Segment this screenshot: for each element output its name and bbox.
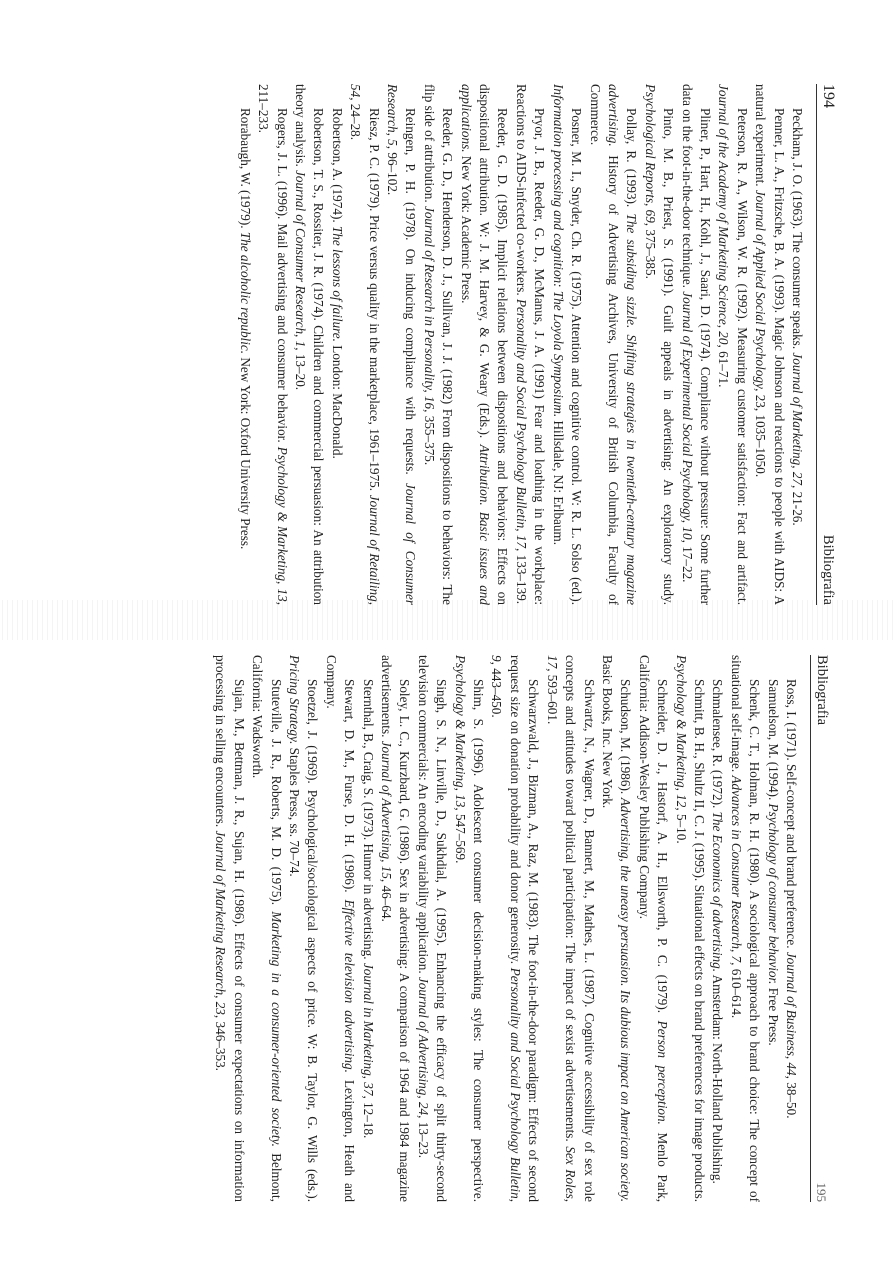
reference-source-italic: Psychology & Marketing, 12, [673,655,689,811]
header-rule [816,84,817,605]
reference-tail: 46–64. [379,882,395,922]
reference-entry [377,655,414,1202]
reference-text: Reingen, P. H. (1978). On inducing compliance with requests. [403,108,419,483]
reference-entry [383,84,420,605]
right-page [0,631,893,1262]
reference-tail: 610–614. [728,965,744,1019]
reference-entry [708,655,726,1202]
reference-source-italic: Advances in Consumer Research, 7, [728,775,744,966]
reference-tail: Menlo Park, California: Addison-Wesley Publishing Company. [636,655,671,1202]
reference-tail: New York: Oxford University Press. [237,354,253,550]
reference-source-italic: Journal of Applied Social Psychology, [753,189,769,392]
reference-source-italic: Psychology of consumer behavior. [765,803,781,985]
reference-text: Schneider, D. J., Hastorf, A. H., Ellsworth, P. C. (1979). [655,679,671,1021]
reference-tail: 375–385. [642,226,658,279]
reference-source-italic: Journal of Consumer Research, 1, [293,170,309,351]
reference-source-italic: The subsiding sizzle. Shifting strategies in twentieth-century magazine advertising. [605,84,640,605]
reference-tail: Belmont, California: Wadsworth. [250,655,284,1202]
reference-text: Robertson, T. S., Rossiter, J. R. (1974). Children and commercial persuasion: An attribution theory analysis. [293,84,327,605]
reference-tail: Lexington, Heath and Company. [323,655,358,1203]
reference-entry [598,655,635,1202]
reference-text: Reeder, G. D. (1985). Implicit relations between dispositions and behaviors: Effects on dispositional attribution. W: J. M. Harvey, & G. Weary (Eds.). [477,84,511,605]
reference-entry [346,84,383,605]
running-title: Bibliografia [814,655,830,726]
reference-tail: London: MacDonald. [329,341,345,459]
reference-source-italic: Journal of Consumer Research, 5, [385,84,419,605]
reference-entry [634,655,671,1202]
reference-tail: 23, 1035–1050. [753,391,769,478]
reference-entry [640,84,677,605]
reference-text: Posner, M. I., Snyder, Ch. R. (1975). Attention and cognitive control. W: R. L. Solso (ed.). [569,108,585,605]
reference-tail: 12–18. [360,1098,376,1139]
reference-text: Shim, S. (1996). Adolescent consumer decision-making styles: The consumer perspective. [471,679,487,1202]
reference-tail: Basic Books, Inc. New York. [599,655,615,809]
reference-entry [285,655,322,1202]
reference-entry [512,84,549,605]
reference-entry [751,84,788,605]
header-rule [810,655,811,1202]
reference-text: Peckham, J. O. (1963). The consumer speaks. [790,108,805,353]
reference-list [235,84,806,605]
reference-tail: Amsterdam: North-Holland Publishing. [710,972,726,1184]
reference-source-italic: Journal of Retailing, 54, [348,84,382,605]
reference-tail: Free Press. [765,984,781,1046]
reference-tail: 17–22. [679,542,695,583]
reference-entry [487,655,542,1202]
reference-source-italic: Journal of Advertising, 24, [415,976,431,1119]
reference-source-italic: Pricing Strategy. [287,655,303,745]
reference-entry [726,655,763,1202]
reference-source-italic: Psychological Reports, 69, [642,84,658,227]
reference-text: Rorabaugh, W. (1979). [237,108,253,232]
reference-tail: 96–102. [385,149,401,196]
reference-text: Schmalensee, R. (1972). [710,679,726,812]
reference-source-italic: Personality and Social Psychology Bulletin, 17, [513,298,529,552]
reference-tail: 24–28. [348,100,364,141]
reference-text: Schmitt, B. H., Shultz II, C. J. (1995). Situational effects on brand preferences for image products. [691,679,707,1202]
reference-text: Robertson, A. (1974). [329,108,345,226]
reference-source-italic: Journal of Marketing Research, 23, [213,830,229,1019]
reference-entry [254,84,291,605]
reference-text: Schenk, C. T., Holman, R. H. (1980). A sociological approach to brand choice: The concept of situational self-image. [728,655,763,1202]
reference-source-italic: Journal of the Academy of Marketing Science, 20, [716,84,732,348]
reference-source-italic: Person perception. [655,1020,671,1125]
reference-text: Ross, I. (1971). Self-concept and brand preference. [784,679,799,952]
reference-tail: Hillsdale, NJ: Erlbaum. [550,417,566,546]
reference-entry [671,655,708,1202]
reference-entry [235,84,253,605]
reference-source-italic: Journal of Business, 44, [784,951,799,1079]
page-number: 194 [820,84,837,108]
running-head-right [813,655,839,1202]
reference-text: Pryor, J. B., Reeder, G. D., McManus, J. A. (1991) Fear and loathing in the workplace: Reactions to AIDS-infected co-workers. [513,84,548,605]
reference-source-italic: Journal in Marketing, 37, [360,962,376,1099]
reference-source-italic: Advertising, the uneasy persuasion. Its dubious impact on American society. [618,797,634,1202]
reference-source-italic: Psychology & Marketing, 13, [274,446,290,605]
reference-text: Schwarzwald, J., Bizman, A., Raz, M. (1983). The foot-in-the-door paradigm: Effects of second request size on donation probability and donor generosity. [507,655,542,1202]
reference-text: Sujan, M., Bettman, J. R., Sujan, H. (1986). Effects of consumer expectations on information processing in selling encounters. [213,655,247,1202]
reference-entry [456,84,511,605]
reference-tail: Staples Press, ss. 70–74. [287,744,303,877]
reference-entry [782,655,800,1202]
reference-text: Schwartz, N., Wagner, D., Bannert, M., Mathes, L. (1987). Cognitive accessibility of sex role concepts and attitudes toward political participation: The impact of sexist advertisements. [563,655,597,1202]
reference-text: Stewart, D. M., Furse, D. H. (1986). [342,679,358,900]
reference-source-italic: Personality and Social Psychology Bulletin, 9, [489,655,523,1202]
reference-entry [714,84,751,605]
reference-tail: 355–375. [421,412,437,466]
reference-text: Pollay, R. (1993). [624,108,640,214]
reference-source-italic: Attribution. Basic issues and applications. [458,84,493,605]
reference-text: Peterson, R. A., Wilson, W. R. (1992). Measuring customer satisfaction: Fact and artifact. [734,108,750,605]
reference-entry [542,655,597,1202]
reference-entry [413,655,450,1202]
reference-tail: 443–450. [489,664,505,718]
page-number-partial: 195 [814,1182,829,1202]
reference-source-italic: Effective television advertising. [342,899,358,1073]
reference-source-italic: Marketing in a consumer-oriented society. [268,911,284,1147]
reference-entry [321,655,358,1202]
reference-text: Schudson, M. (1986). [618,679,634,798]
reference-entry [450,655,487,1202]
reference-source-italic: Information processing and cognition: The Loyola Symposium. [550,84,566,418]
reference-tail: New York: Academic Press. [458,152,474,304]
reference-text: Sternthal, B., Craig, S. (1973). Humor in advertising. [360,679,376,963]
reference-entry [677,84,714,605]
reference-text: Singh, S. N., Linville, D., Sukhdial, A. (1995). Enhancing the efficacy of split thirty-second television commercials: An encoding variability application. [415,655,450,1202]
reference-entry [419,84,456,605]
reference-tail: 38–50. [784,1078,799,1119]
reference-text: Pliner, P., Hart, H., Kohl, J., Saari, D. (1974). Compliance without pressure: Some further data on the foot-in-the-door technique. [679,84,713,605]
reference-tail: 13–23. [415,1118,431,1158]
reference-source-italic: Journal of Marketing, 27, [790,352,805,489]
reference-text: Stuteville, J. R., Roberts, M. D. (1975). [268,679,284,912]
reference-tail: History of Advertising Archives, University of British Columbia, Faculty of Commerce. [587,84,621,605]
reference-text: Rogers, J. L. (1996). Mail advertising and consumer behavior. [274,108,290,447]
reference-text: Stoetzel, J. (1969). Psychological/sociological aspects of price. W: B. Taylor, G. Wills (eds.). [305,679,321,1202]
reference-entry [248,655,285,1202]
reference-text: Penner, L. A., Fritzsche, B. A. (1993). Magic Johnson and reactions to people with AIDS: A natural experiment. [753,84,787,605]
reference-source-italic: Psychology & Marketing, 13, [452,655,468,811]
reference-list [211,655,800,1202]
reference-entry [211,655,248,1202]
reference-entry [548,84,585,605]
reference-tail: 5–10. [673,810,689,844]
reference-tail: 593–601. [544,671,560,725]
reference-tail: 13–20. [293,350,309,391]
reference-source-italic: Journal of Research in Personality, 16, [421,205,437,413]
reference-source-italic: The lessons of failure. [329,225,345,342]
running-title: Bibliografia [820,534,836,605]
reference-text: Soley, L. C., Kurzbard, G. (1986). Sex in advertising: A comparison of 1964 and 1984 magazine advertisements. [379,655,413,1202]
reference-entry [291,84,328,605]
reference-tail: 211–233. [256,84,272,133]
reference-text: Reeder, G. D., Henderson, D. J., Sullivan, J. J. (1982) From dispositions to behaviors: The flip side of attribution. [421,84,456,605]
reference-entry [358,655,376,1202]
reference-entry [585,84,640,605]
reference-entry [788,84,806,605]
reference-tail: 346–353. [213,1018,229,1071]
reference-tail: 21-26. [790,488,805,526]
reference-source-italic: Journal of Advertising, 15, [379,740,395,883]
reference-text: Riesz, P. C. (1979). Price versus quality in the marketplace, 1961–1975. [366,108,382,495]
reference-source-italic: Sex Roles, 17, [544,655,579,1202]
reference-tail: 547–569. [452,810,468,864]
reference-source-italic: The Economics of advertising. [710,811,726,973]
reference-text: Samuelson, M. (1994). [765,679,781,804]
reference-text: Pinto, M. B., Priest, S. (1991). Guilt appeals in advertising: An exploratory study. [661,108,677,605]
reference-entry [327,84,345,605]
reference-source-italic: The alcoholic republic. [237,231,253,355]
running-head-left [819,84,845,605]
reference-tail: 133–139. [513,551,529,605]
reference-entry [763,655,781,1202]
reference-tail: 61–71. [716,347,732,388]
reference-source-italic: Journal of Experimental Social Psychology, 10, [679,291,695,543]
